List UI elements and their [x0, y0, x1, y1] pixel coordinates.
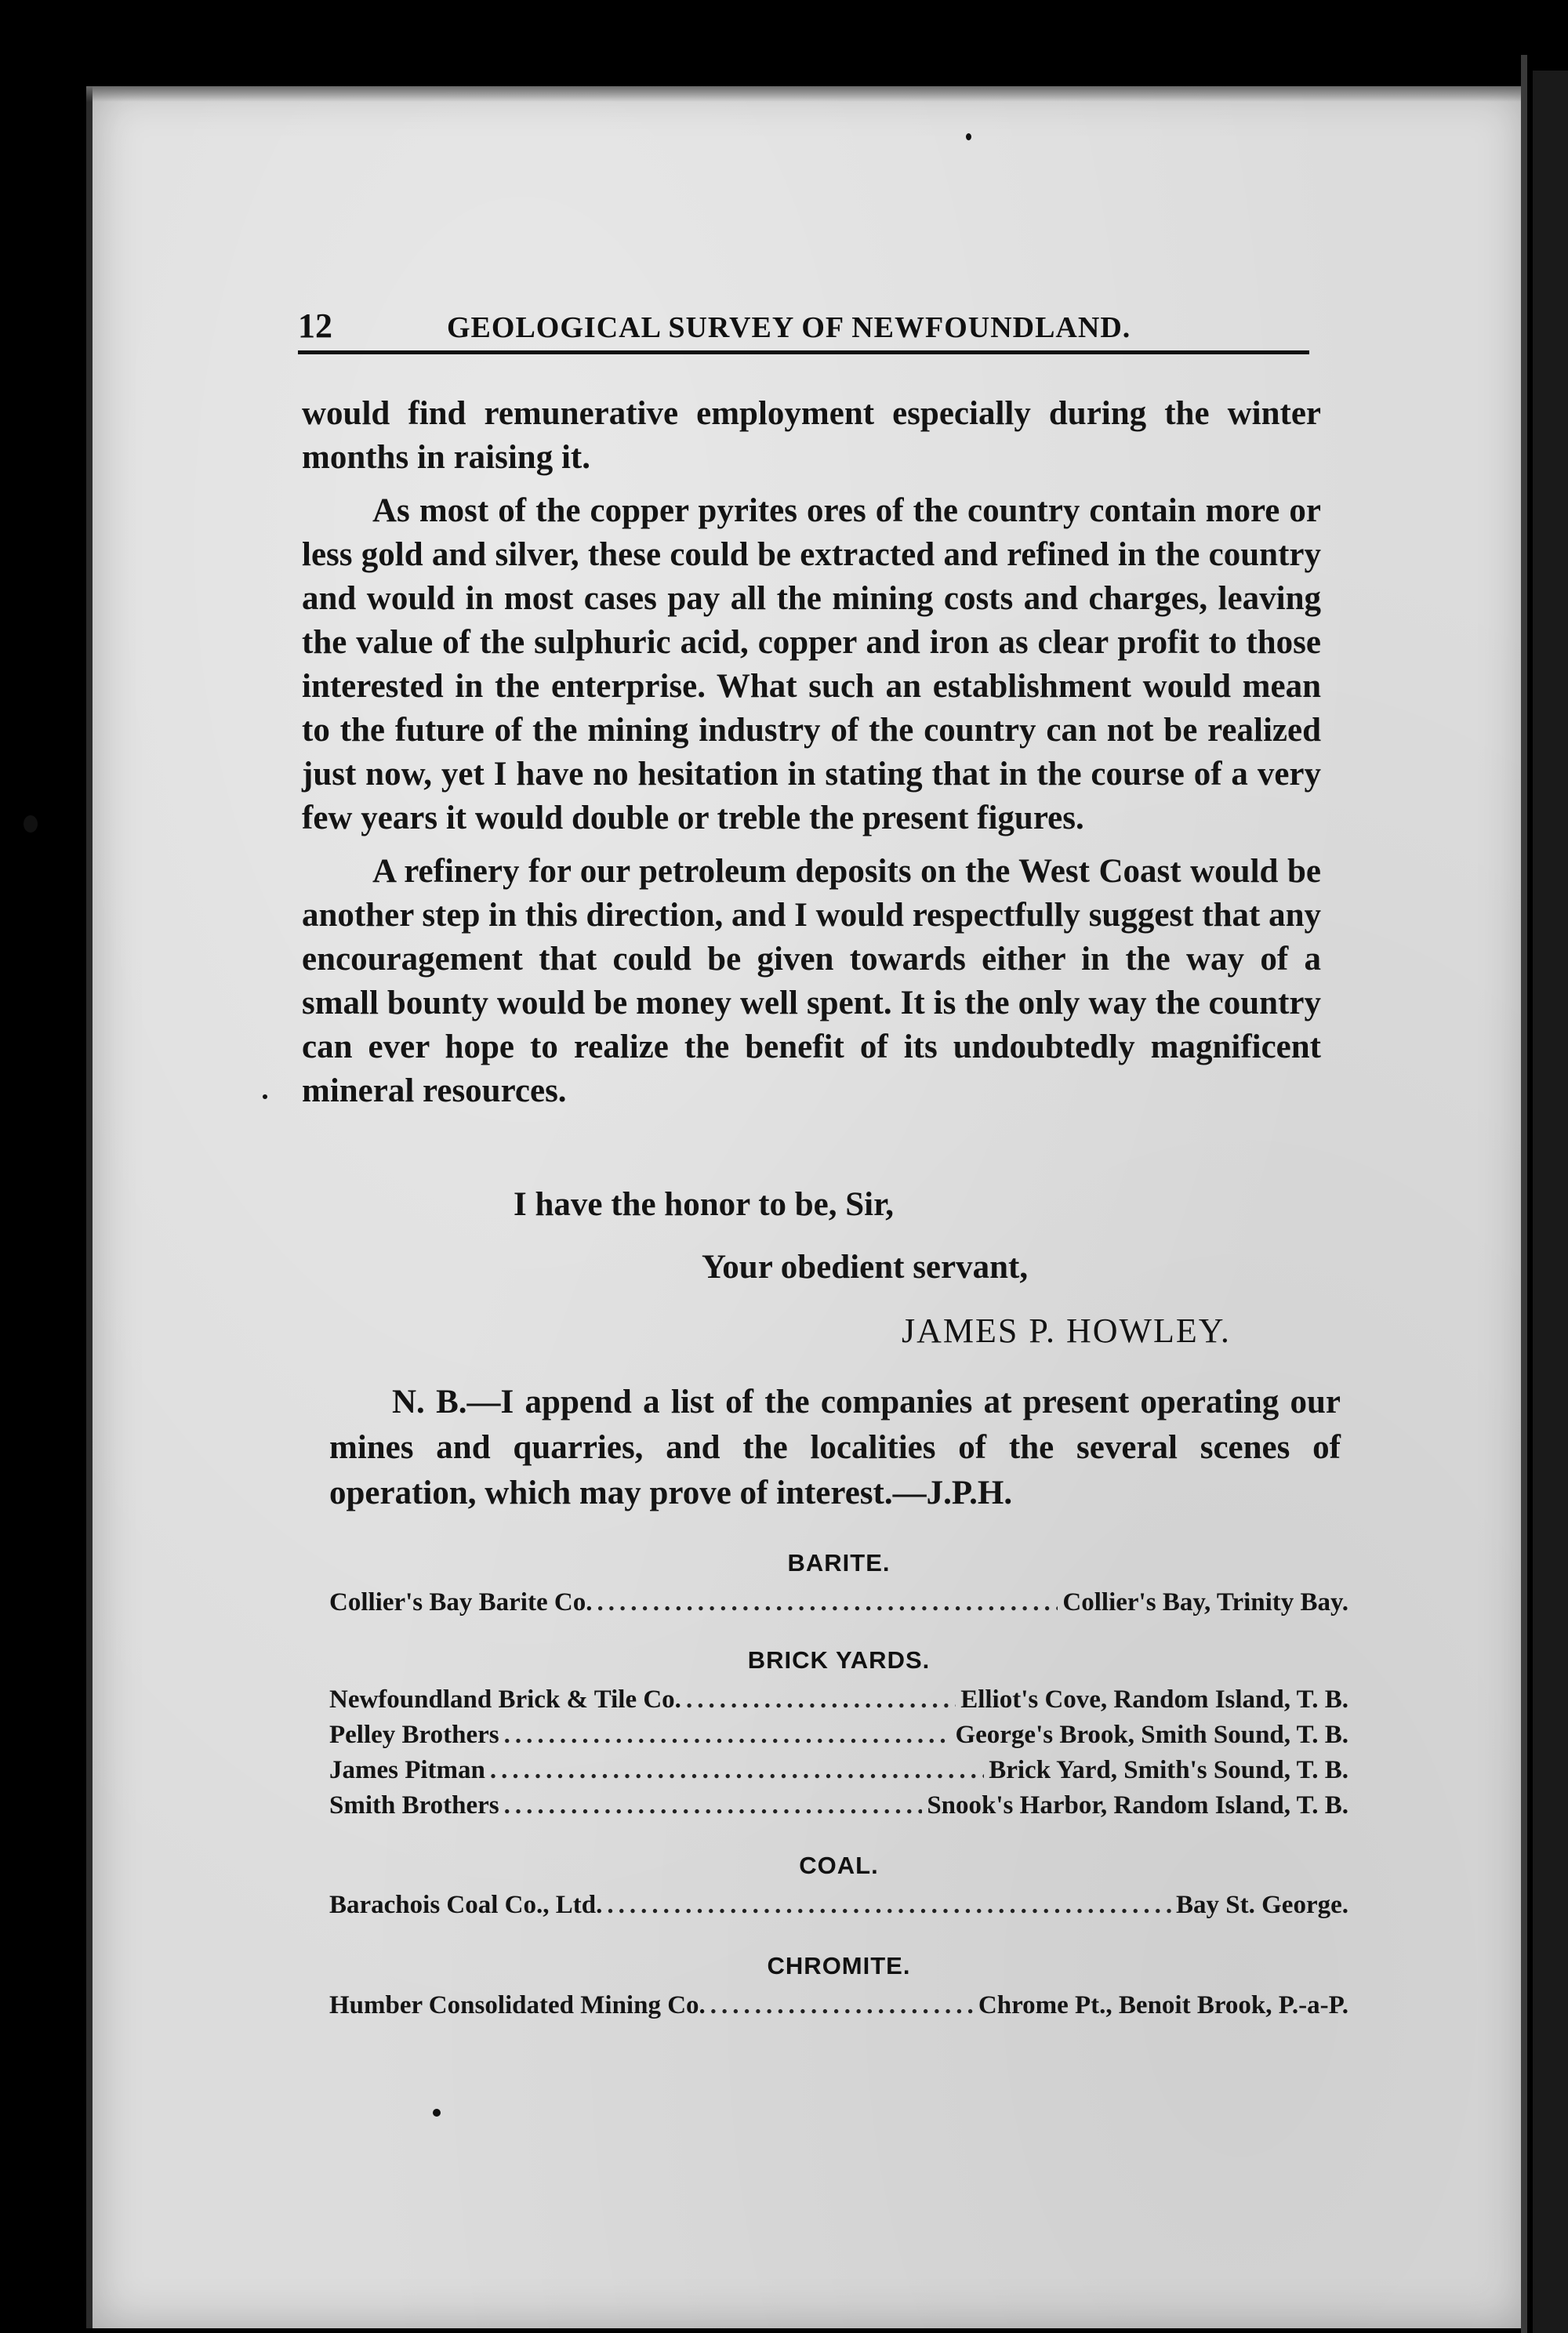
salutation: I have the honor to be, Sir,: [514, 1186, 895, 1223]
page-title: GEOLOGICAL SURVEY OF NEWFOUNDLAND.: [447, 311, 1131, 344]
dot-leader: [686, 1682, 956, 1718]
company-location: Snook's Harbor, Random Island, T. B.: [927, 1791, 1348, 1820]
company-name: James Pitman: [329, 1756, 485, 1784]
company-location: Collier's Bay, Trinity Bay.: [1062, 1588, 1348, 1616]
scan-speck: [263, 1094, 267, 1099]
company-name: Collier's Bay Barite Co.: [329, 1588, 593, 1616]
company-location: Brick Yard, Smith's Sound, T. B.: [989, 1756, 1348, 1784]
company-row: [329, 1788, 1348, 1823]
company-location: Elliot's Cove, Random Island, T. B.: [960, 1685, 1348, 1714]
scan-margin: [1533, 71, 1568, 2333]
dot-leader: [504, 1788, 923, 1823]
category-heading: COAL.: [799, 1852, 879, 1879]
company-location: Bay St. George.: [1176, 1891, 1348, 1919]
paragraph: would find remunerative employment especially during the winter months in raising it.: [302, 395, 1321, 476]
company-name: Humber Consolidated Mining Co.: [329, 1991, 706, 2019]
page-number: 12: [298, 307, 332, 345]
scan-speck: [24, 815, 38, 833]
signature: JAMES P. HOWLEY.: [902, 1312, 1231, 1350]
company-section-chromite: [329, 1952, 1348, 2023]
category-heading: BRICK YARDS.: [747, 1646, 931, 1674]
scan-speck: [433, 2109, 441, 2117]
company-name: Smith Brothers: [329, 1791, 499, 1820]
valediction: Your obedient servant,: [702, 1249, 1029, 1286]
paragraph: As most of the copper pyrites ores of the country contain more or less gold and silver, these could be extracted and refined in the country and would in most cases pay all the mining costs and charges, leaving the value of the sulphuric acid, copper and iron as clear profit to those interested in the enterprise. What such an establishment would mean to the future of the mining industry of the country can not be realized just now, yet I have no hesitation in stating that in the course of a very few years it would double or treble the present figures.: [302, 492, 1321, 836]
page-top-edge: [86, 86, 1521, 102]
company-name: Pelley Brothers: [329, 1721, 499, 1749]
company-row: [329, 1753, 1348, 1788]
dot-leader: [597, 1585, 1058, 1620]
company-section-coal: [329, 1852, 1348, 1923]
dot-leader: [490, 1753, 984, 1788]
company-row: [329, 1682, 1348, 1718]
company-row: [329, 1888, 1348, 1923]
company-name: Newfoundland Brick & Tile Co.: [329, 1685, 681, 1714]
scan-speck: [966, 133, 971, 140]
dot-leader: [607, 1888, 1171, 1923]
note: N. B.—I append a list of the companies at present operating our mines and quarries, and the localities of the several scenes of operation, which may prove of interest.—J.P.H.: [329, 1384, 1341, 1511]
company-section-barite: [329, 1549, 1348, 1620]
running-head: [298, 306, 1309, 354]
company-row: [329, 1718, 1348, 1753]
company-section-brick-yards: [329, 1646, 1348, 1823]
dot-leader: [710, 1988, 974, 2023]
company-name: Barachois Coal Co., Ltd.: [329, 1891, 603, 1919]
dot-leader: [504, 1718, 951, 1753]
company-location: George's Brook, Smith Sound, T. B.: [955, 1721, 1348, 1749]
company-row: [329, 1988, 1348, 2023]
paragraph: A refinery for our petroleum deposits on the West Coast would be another step in this direction, and I would respectfully suggest that any encouragement that could be given towards either in the way of a small bounty would be money well spent. It is the only way the country can ever hope to realize the benefit of its undoubtedly magnificent mineral resources.: [302, 853, 1321, 1109]
category-heading: BARITE.: [787, 1549, 891, 1576]
company-row: [329, 1585, 1348, 1620]
body-text: [302, 392, 1321, 1123]
category-heading: CHROMITE.: [767, 1952, 911, 1979]
company-location: Chrome Pt., Benoit Brook, P.-a-P.: [978, 1991, 1348, 2019]
